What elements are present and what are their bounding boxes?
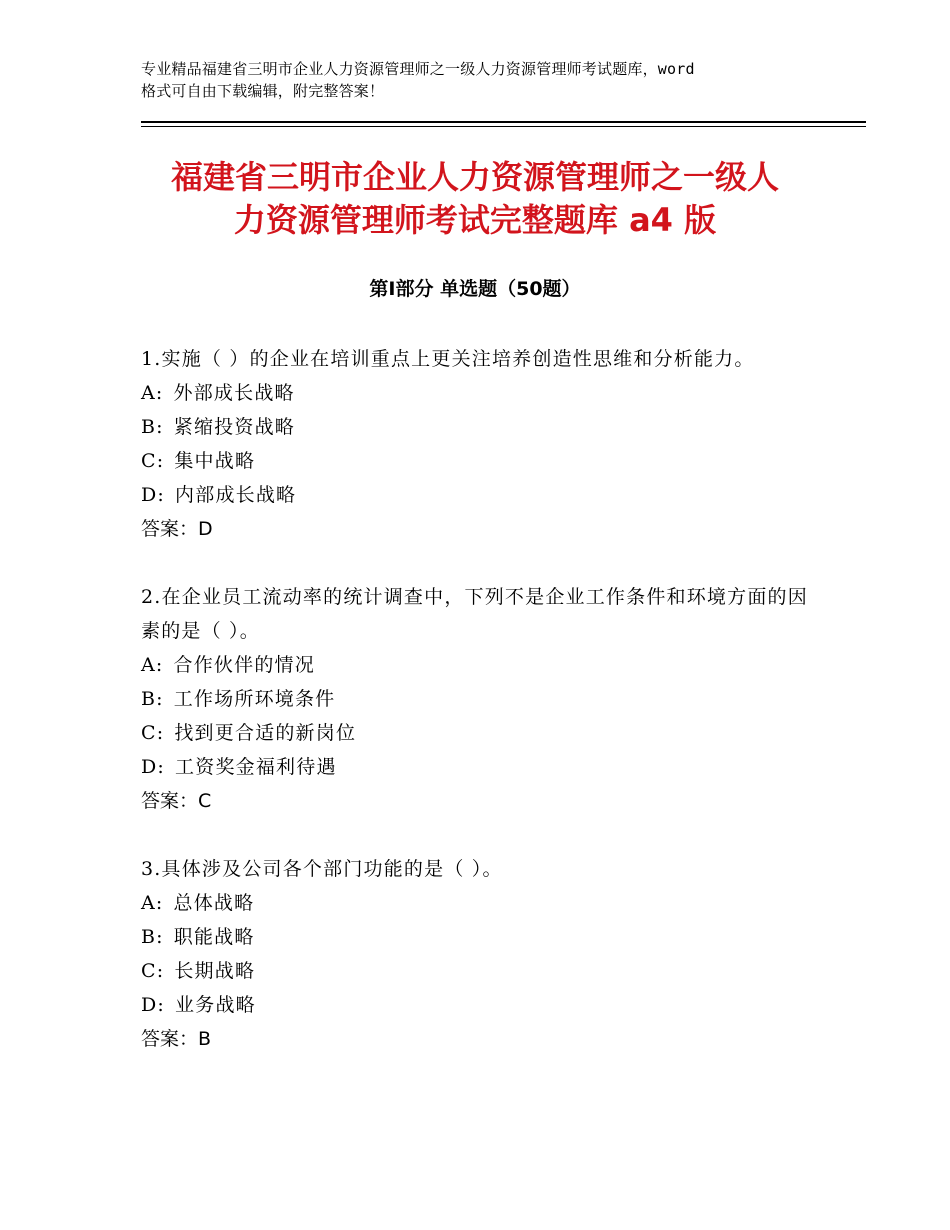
option-b [141,410,821,444]
option-c [141,444,821,478]
option-label: D: [141,756,166,778]
option-label: B: [141,416,164,438]
option-b [141,920,821,954]
question-3 [141,852,821,1056]
answer: 答案：B [141,1028,212,1050]
option-label: A: [141,654,164,676]
option-c [141,716,821,750]
section-title: 第Ⅰ部分 单选题（50题） [369,278,581,300]
question-text: 1.实施（ ）的企业在培训重点上更关注培养创造性思维和分析能力。 [141,348,755,370]
document-title [120,156,830,242]
option-a [141,886,821,920]
option-d [141,750,821,784]
option-text: 找到更合适的新岗位 [174,722,357,744]
option-label: D: [141,484,166,506]
option-text: 合作伙伴的情况 [173,654,315,676]
question-text: 3.具体涉及公司各个部门功能的是（ ）。 [141,858,503,880]
option-text: 集中战略 [174,450,256,472]
header-note-line-1: 专业精品福建省三明市企业人力资源管理师之一级人力资源管理师考试题库，word [141,60,695,78]
option-b [141,682,821,716]
option-label: C: [141,722,165,744]
option-text: 长期战略 [174,960,256,982]
option-a [141,648,821,682]
answer: 答案：D [141,518,213,540]
option-text: 外部成长战略 [173,382,295,404]
option-label: B: [141,926,164,948]
option-a [141,376,821,410]
header-divider-thick [141,121,866,123]
option-label: C: [141,450,165,472]
question-list [141,342,821,1090]
option-label: D: [141,994,166,1016]
option-text: 业务战略 [175,994,256,1016]
option-label: A: [141,382,164,404]
option-text: 内部成长战略 [175,484,297,506]
option-d [141,988,821,1022]
header-note-line-2: 格式可自由下载编辑，附完整答案！ [141,82,385,100]
option-label: C: [141,960,165,982]
option-c [141,954,821,988]
option-text: 职能战略 [173,926,255,948]
document-title-line-1: 福建省三明市企业人力资源管理师之一级人 [170,158,779,196]
header-note [141,58,841,102]
option-text: 总体战略 [173,892,255,914]
option-text: 工资奖金福利待遇 [175,756,337,778]
question-text: 2.在企业员工流动率的统计调查中，下列不是企业工作条件和环境方面的因素的是（ ）。 [141,586,808,642]
option-text: 工作场所环境条件 [173,688,336,710]
option-text: 紧缩投资战略 [173,416,295,438]
option-label: A: [141,892,164,914]
question-1 [141,342,821,546]
answer: 答案：C [141,790,212,812]
option-d [141,478,821,512]
document-title-line-2: 力资源管理师考试完整题库 a4 版 [233,201,717,239]
question-2 [141,580,821,818]
header-divider-thin [141,126,866,127]
option-label: B: [141,688,164,710]
